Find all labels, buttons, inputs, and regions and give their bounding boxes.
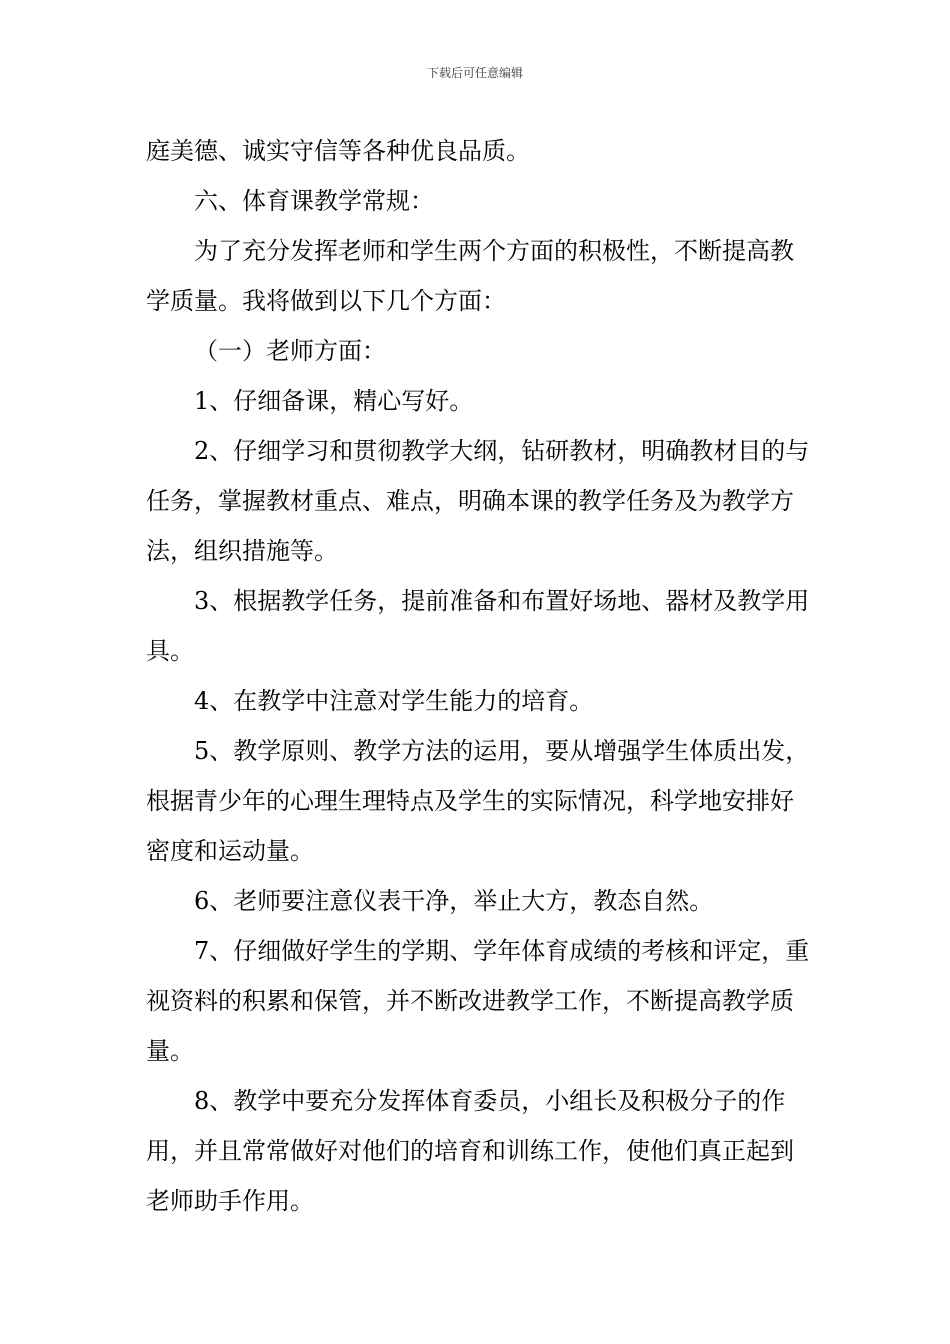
- list-item-5: 5、教学原则、教学方法的运用，要从增强学生体质出发，根据青少年的心理生理特点及学生的实际情况，科学地安排好密度和运动量。: [146, 737, 810, 865]
- list-item-3: 3、根据教学任务，提前准备和布置好场地、器材及教学用具。: [146, 587, 810, 665]
- list-item-6: 6、老师要注意仪表干净，举止大方，教态自然。: [194, 887, 714, 915]
- section-heading: 六、体育课教学常规：: [194, 187, 434, 215]
- paragraph-intro: 为了充分发挥老师和学生两个方面的积极性，不断提高教学质量。我将做到以下几个方面：: [146, 237, 794, 315]
- paragraph-continuation: 庭美德、诚实守信等各种优良品质。: [146, 137, 530, 165]
- page-header: 下载后可任意编辑: [426, 66, 523, 80]
- document-body: [146, 126, 814, 1226]
- subsection-heading: （一）老师方面：: [194, 337, 386, 365]
- list-item-2: 2、仔细学习和贯彻教学大纲，钻研教材，明确教材目的与任务，掌握教材重点、难点，明确本课的教学任务及为教学方法，组织措施等。: [146, 437, 810, 565]
- list-item-7: 7、仔细做好学生的学期、学年体育成绩的考核和评定，重视资料的积累和保管，并不断改进教学工作，不断提高教学质量。: [146, 937, 810, 1065]
- list-item-4: 4、在教学中注意对学生能力的培育。: [194, 687, 594, 715]
- list-item-8: 8、教学中要充分发挥体育委员，小组长及积极分子的作用，并且常常做好对他们的培育和训练工作，使他们真正起到老师助手作用。: [146, 1087, 794, 1215]
- list-item-1: 1、仔细备课，精心写好。: [194, 387, 474, 415]
